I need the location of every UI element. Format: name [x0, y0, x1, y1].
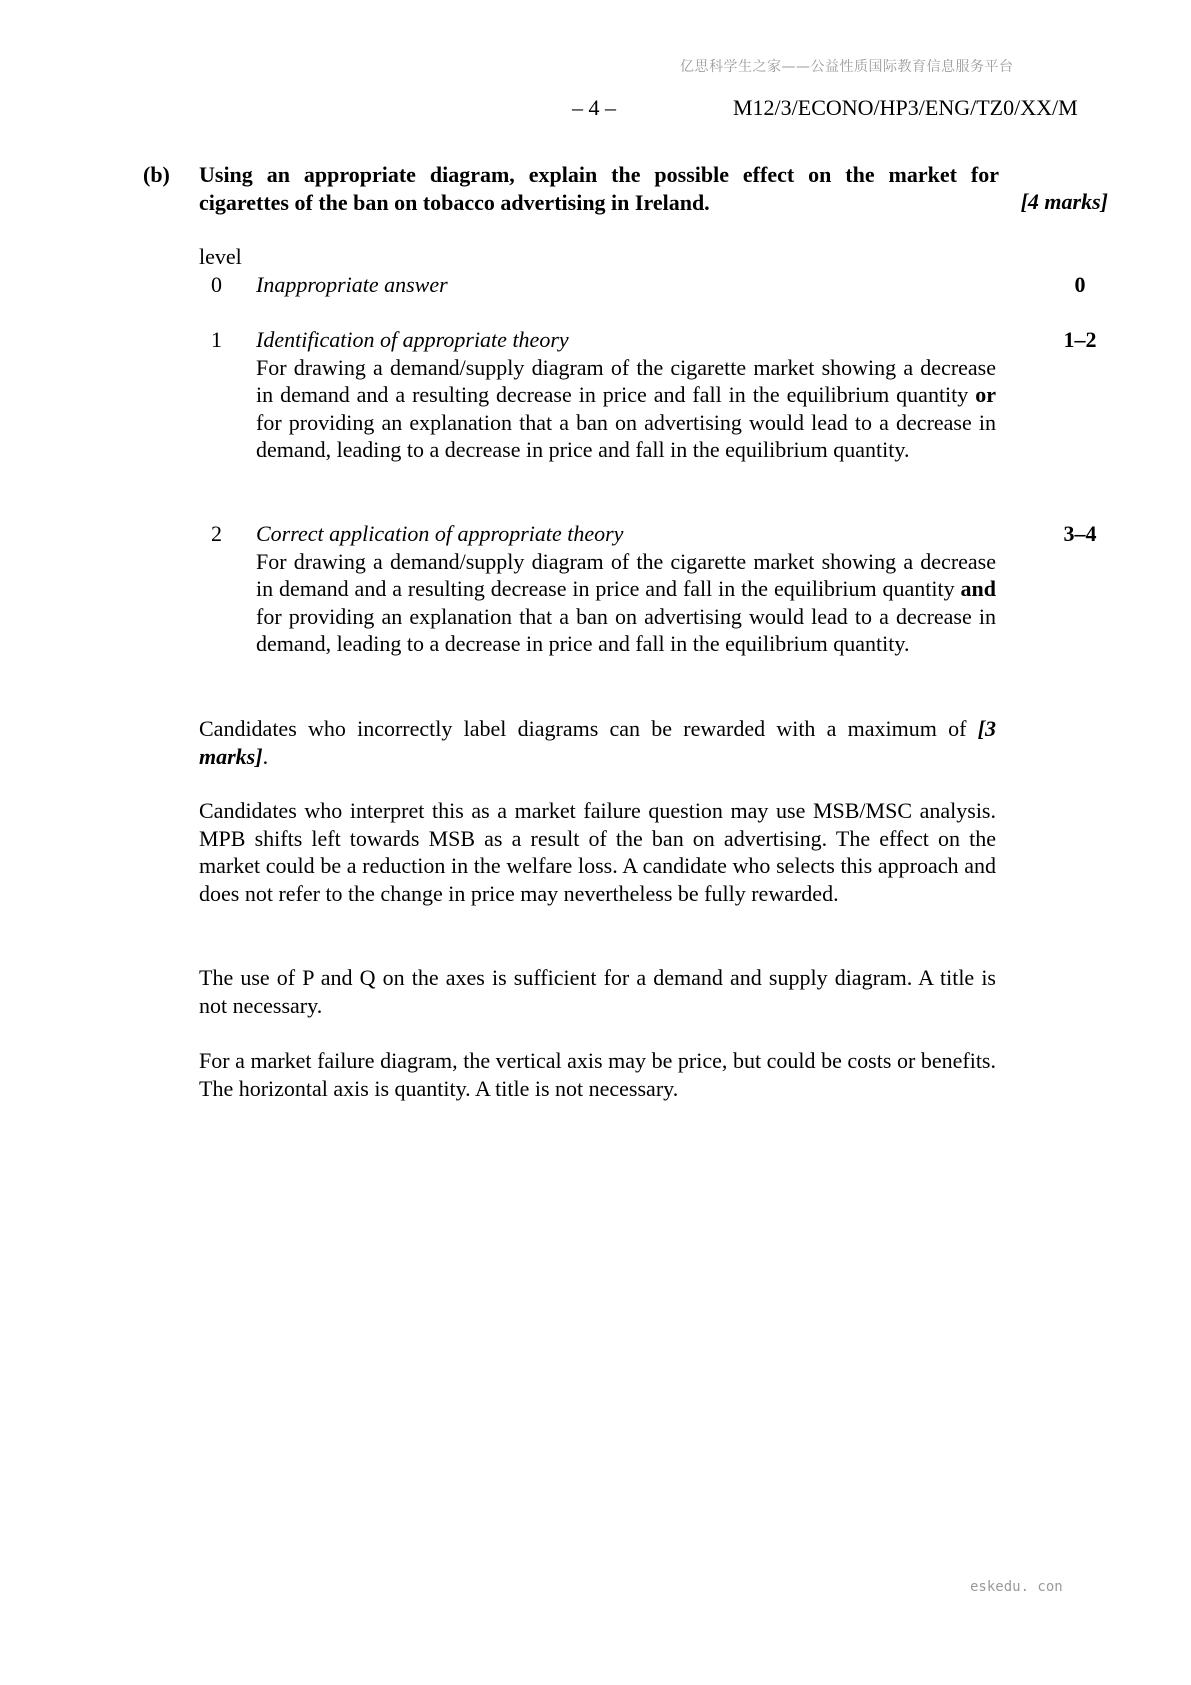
- level-body: [256, 326, 996, 464]
- question-label: (b): [143, 162, 170, 187]
- level-description: [256, 354, 996, 464]
- note-labels-end: .: [262, 743, 269, 769]
- level-number: 1: [211, 327, 222, 352]
- note-axes: The use of P and Q on the axes is sufficient for a demand and supply diagram. A title is not necessary.: [199, 965, 996, 1018]
- level-marks: 3–4: [1063, 521, 1097, 546]
- header-watermark: 亿思科学生之家——公益性质国际教育信息服务平台: [680, 59, 1014, 75]
- level-heading: level: [199, 244, 242, 269]
- level-description: [256, 548, 996, 658]
- level-description-end: for providing an explanation that a ban on advertising would lead to a decrease in demand, leading to a decrease in price and fall in the equilibrium quantity.: [256, 603, 996, 656]
- level-title: Inappropriate answer: [256, 272, 448, 297]
- level-number: 2: [211, 521, 222, 546]
- document-reference: M12/3/ECONO/HP3/ENG/TZ0/XX/M: [733, 95, 1078, 120]
- note-labels-text: Candidates who incorrectly label diagrams can be rewarded with a maximum of: [199, 716, 967, 741]
- level-connector: and: [960, 576, 997, 601]
- note-market-failure-axes: For a market failure diagram, the vertical axis may be price, but could be costs or benefits. The horizontal axis is quantity. A title is not necessary.: [199, 1048, 996, 1101]
- note-labels-marks: [3 marks]: [199, 716, 996, 769]
- footer-watermark: eskedu. con: [970, 1579, 1063, 1595]
- question-text: Using an appropriate diagram, explain the possible effect on the market for cigarettes of the ban on tobacco advertising in Ireland.: [199, 162, 999, 215]
- page-number: – 4 –: [572, 95, 616, 120]
- level-body: [256, 520, 996, 658]
- note-incorrect-labels: [199, 715, 996, 770]
- level-number: 0: [211, 272, 222, 297]
- level-marks: 1–2: [1063, 327, 1097, 352]
- question-marks: [4 marks]: [1020, 189, 1108, 214]
- level-description-start: For drawing a demand/supply diagram of the cigarette market showing a decrease in demand and a resulting decrease in price and fall in the equilibrium quantity: [256, 354, 996, 407]
- level-connector: or: [975, 382, 996, 407]
- level-description-end: for providing an explanation that a ban on advertising would lead to a decrease in demand, leading to a decrease in price and fall in the equilibrium quantity.: [256, 409, 996, 462]
- level-title: Correct application of appropriate theory: [256, 521, 624, 546]
- level-description-start: For drawing a demand/supply diagram of the cigarette market showing a decrease in demand and a resulting decrease in price and fall in the equilibrium quantity: [256, 548, 996, 601]
- level-title: Identification of appropriate theory: [256, 327, 569, 352]
- level-marks: 0: [1074, 272, 1086, 297]
- note-market-failure: Candidates who interpret this as a market failure question may use MSB/MSC analysis. MPB shifts left towards MSB as a result of the ban on advertising. The effect on the market could be a reduction in the welfare loss. A candidate who selects this approach and does not refer to the change in price may nevertheless be fully rewarded.: [199, 798, 996, 906]
- level-body: [256, 271, 996, 299]
